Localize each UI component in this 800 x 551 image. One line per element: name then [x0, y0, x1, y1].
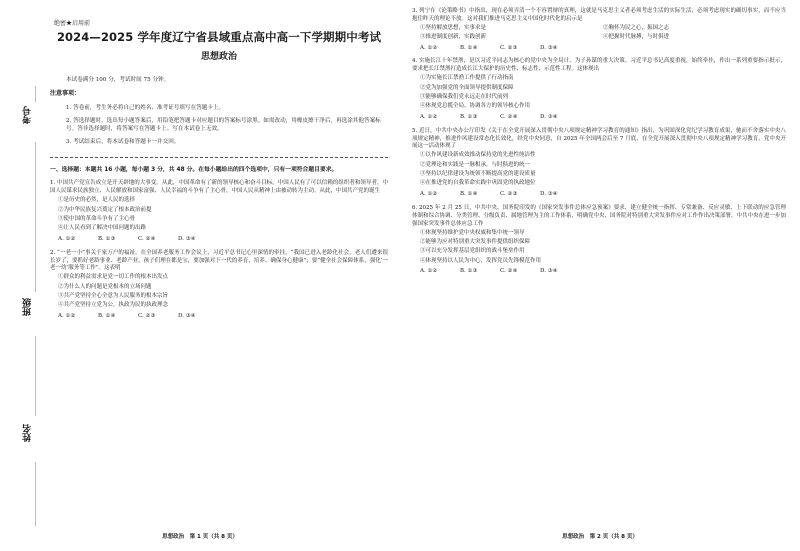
- choice-c: C. ②④: [138, 235, 156, 242]
- choice-d: D. ③④: [540, 44, 558, 51]
- exam-meta: 本试卷满分 100 分，考试时间 75 分钟。: [66, 77, 170, 84]
- question-5: [412, 128, 786, 199]
- statement-option: ③坚持以纪律建设为统领不断提高党的建设质量: [420, 171, 536, 178]
- statement-option: ①体现坚持维护党中央权威和集中统一领导: [420, 229, 525, 236]
- statement-option: ②能够为应对特别重大突发事件提供组织保障: [420, 238, 531, 245]
- choice-b: B. ①③: [98, 235, 116, 242]
- answer-choices: [420, 113, 786, 122]
- statement-option: ①是历史的必然，是人民的选择: [58, 197, 136, 204]
- statement-option: ③推进制度创新，实践创新: [420, 34, 487, 41]
- choice-b: B. ①④: [98, 312, 116, 319]
- answer-choices: [420, 44, 786, 53]
- statement-option: ①坚持解放思想，实事求是: [420, 24, 487, 31]
- class-label: 班级: [23, 296, 47, 318]
- statement-option: ②为中华民族复兴奠定了根本政治前提: [58, 206, 152, 213]
- question-6: [412, 205, 786, 276]
- page-footer: 思想政治 第 1 页（共 8 页）: [162, 534, 238, 541]
- choice-b: B. ①③: [460, 113, 478, 120]
- subject-title: 思想政治: [200, 51, 237, 62]
- statement-option: ④共产党坚持立党为公，执政为民的执政理念: [58, 302, 169, 309]
- choice-c: C. ②③: [138, 312, 156, 319]
- statement-option: ④把握时代脉搏，与时俱进: [603, 34, 670, 41]
- left-content: [50, 20, 388, 327]
- right-content: [412, 8, 786, 282]
- statement-option: ①以作风建设新成效推动保持党的先进性纯洁性: [420, 152, 536, 159]
- choice-a: A. ①②: [420, 113, 438, 120]
- choice-c: C. ②③: [500, 190, 518, 197]
- choice-c: C. ②③: [500, 44, 518, 51]
- question-stem: 4. 实施长江十年禁渔，是以习近平同志为核心的党中央为全局计、为子孙谋的重大决策。习近平总书记高度重视，始终牵挂，作出一系列重要指示批示，要求把长江禁渔打造成长江大保护的历史性、标志性、示范性工程。这体现出: [412, 58, 786, 73]
- statement-option: ②胸怀为民之心，振国之志: [603, 24, 670, 31]
- choice-c: C. ②④: [500, 267, 518, 274]
- exam-number-label: 考号: [23, 104, 47, 126]
- options-grid: [420, 24, 786, 43]
- page-right: [400, 0, 800, 551]
- divider: [50, 157, 388, 158]
- choice-d: D. ③④: [540, 190, 558, 197]
- question-stem: 1. 中国共产党宣告成立是开天辟地的大事变。从此，中国革命有了新的领导核心和奋斗目标，中国人民有了可以信赖的组织者和领导者，中国人民谋求民族独立、人民解放和国家富强、人民幸福的斗争有了主心骨，中国人民从精神上由被动转为主动。从此，中国共产党的诞生: [50, 180, 388, 195]
- statement-option: ③能够确保我们党永远走在时代前列: [420, 94, 509, 101]
- statement-option: ①为实施长江禁渔工作提供了行动指南: [420, 75, 514, 82]
- statement-option: ④让人民看到了解决中国问题的出路: [58, 225, 147, 232]
- question-2: [50, 250, 388, 321]
- question-stem: 2. “一老一小”事关千家万户的福祉。在全国养老服务工作会议上，习近平总书记心里深情的牵挂，“我国已进入老龄化社会，老人们遭来很长岁了，要抓好老龄事业、老龄产业，孩子们理在都是宝，要加强对下一代的养育，培养、确保身心健康”；要“健全社会保障体系，强化‘一老一幼’服务等工作”。这表明: [50, 249, 388, 272]
- choice-a: A. ①②: [420, 190, 438, 197]
- choice-c: C. ②④: [500, 113, 518, 120]
- choice-d: D. ③④: [540, 113, 558, 120]
- statement-option: ③共产党坚持全心全意为人民服务的根本宗旨: [58, 293, 169, 300]
- choice-a: A. ①②: [58, 235, 76, 242]
- statement-option: ④体现党总揽全局、协调各方的领导核心作用: [420, 103, 531, 110]
- note-item: 3. 考试结束后，将本试卷和答题卡一并交回。: [66, 138, 180, 145]
- question-stem: 6. 2025 年 2 月 25 日，中共中央、国务院印发的《国家突发事件总体应急预案》要求，建立健全统一指挥、专常兼备、反应灵敏、上下联动的应急管理体制和综合协调、分类管理、分级负责、属地管理为主的工作体系，明确党中央、国务院对特别重大突发事件应对工作作出决策部署，中共中央在进一步加强国家突发事件总体应急工作: [412, 204, 787, 227]
- page-footer: 思想政治 第 2 页（共 8 页）: [562, 534, 638, 541]
- choice-b: B. ①④: [460, 44, 478, 51]
- answer-choices: [58, 312, 388, 321]
- statement-option: ②为什么人的问题是党根本的立场问题: [58, 283, 152, 290]
- question-stem: 5. 近日，中共中央办公厅印发《关于在全党开展深入贯彻中央八项规定精神学习教育的通知》指出，为巩固深化党纪学习教育成果，驰而不舍落实中央八项规定精神，推进作风建设常态化长效化，经党中央同意，自 2025 年全国两会后至 7 月底，在全党开展深入贯彻中央八项规定精神学习教育。党中央开展这一活动体现了: [412, 127, 786, 150]
- statement-option: ②党为加强党的全面领导提供制度保障: [420, 84, 514, 91]
- choice-b: B. ①④: [460, 190, 478, 197]
- gutter-line: [35, 336, 36, 416]
- answer-choices: [420, 190, 786, 199]
- gutter-line: [35, 142, 36, 292]
- binding-gutter: [18, 86, 50, 526]
- note-item: 1. 答卷前，考生务必将自己的姓名、准考证号填写在答题卡上。: [66, 104, 225, 111]
- choice-d: D. ③④: [540, 267, 558, 274]
- confidential-mark: 绝密★启用前: [54, 20, 91, 27]
- question-3: [412, 8, 786, 52]
- choice-d: D. ③④: [178, 312, 196, 319]
- question-1: [50, 180, 388, 243]
- name-label: 姓名: [23, 422, 47, 444]
- question-4: [412, 58, 786, 121]
- statement-option: ④在推进党的自我革命实践中巩固党的执政地位: [420, 180, 536, 187]
- note-item: 2. 答选择题时，选出每小题答案后，用铅笔把答题卡对应题目的答案标号涂黑。如需改动，用橡皮擦干净后，再选涂其他答案标号。答非选择题时，将答案写在答题卡上。写在本试卷上无效。: [66, 117, 381, 132]
- exam-title: 2024—2025 学年度辽宁省县域重点高中高一下学期期中考试: [56, 29, 382, 44]
- statement-option: ③可以充分发挥基层党组织的战斗堡垒作用: [420, 248, 525, 255]
- statement-option: ①群众的利益需求是党一切工作的根本出发点: [58, 274, 169, 281]
- section-heading: 一、选择题：本题共 16 小题，每小题 3 分，共 48 分。在每小题给出的四个选项中，只有一项符合题目要求。: [50, 167, 338, 174]
- choice-a: A. ①②: [420, 267, 438, 274]
- statement-option: ④体现坚持以人民为中心，发挥党员先锋模范作用: [420, 257, 542, 264]
- question-stem: 3. 列宁在《论策略书》中指出，现在必须弄清一个不容置辩的真理，这就是马克思主义者必须考虑生活的实际生活，必须考虑现实的确切事实，而不应当抱住昨天的理论不放。这对我们推进马克思主义中国化时代化的启示是: [412, 8, 786, 22]
- statement-option: ②党理论和实践是一脉相承，与时俱进的统一: [420, 161, 531, 168]
- gutter-line: [35, 86, 36, 102]
- choice-a: A. ①②: [58, 312, 76, 319]
- gutter-line: [35, 462, 36, 526]
- answer-choices: [58, 235, 388, 244]
- statement-option: ③使中国的革命斗争有了主心骨: [58, 216, 136, 223]
- choice-a: A. ①②: [420, 44, 438, 51]
- choice-d: D. ③④: [178, 235, 196, 242]
- choice-b: B. ①③: [460, 267, 478, 274]
- notes-title: 注意事项：: [50, 90, 81, 98]
- answer-choices: [420, 267, 786, 276]
